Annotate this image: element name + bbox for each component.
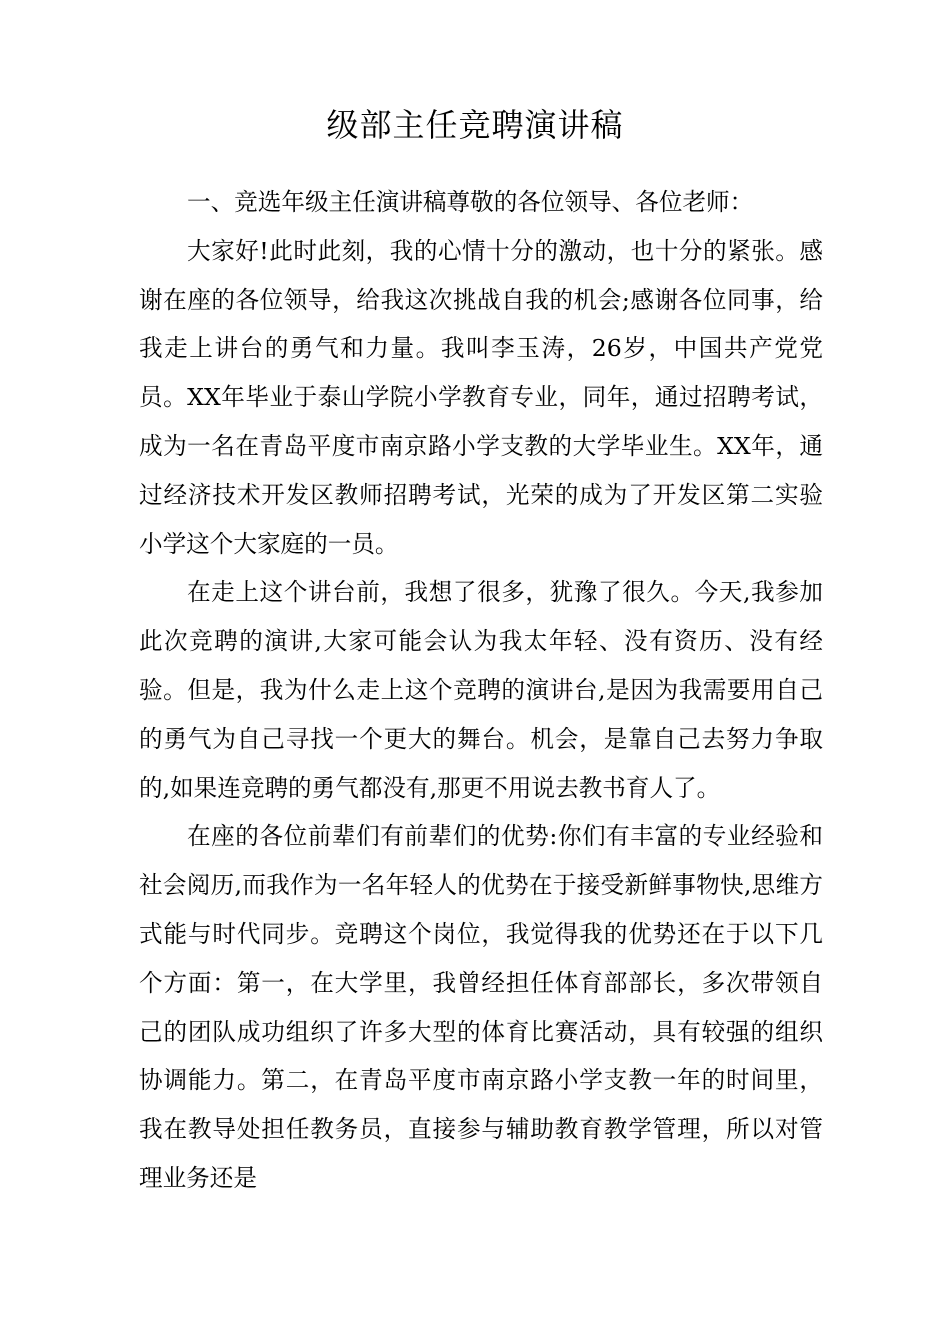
paragraph-motivation: 在走上这个讲台前，我想了很多，犹豫了很久。今天,我参加此次竞聘的演讲,大家可能会认为我太年轻、没有资历、没有经验。但是，我为什么走上这个竞聘的演讲台,是因为我需要用自己的勇气为自己寻找一个更大的舞台。机会，是靠自己去努力争取的,如果连竞聘的勇气都没有,那更不用说去教书育人了。 [139, 578, 823, 802]
paragraph-advantages: 在座的各位前辈们有前辈们的优势:你们有丰富的专业经验和社会阅历,而我作为一名年轻人的优势在于接受新鲜事物快,思维方式能与时代同步。竞聘这个岗位，我觉得我的优势还在于以下几个方面：第一，在大学里，我曾经担任体育部部长，多次带领自己的团队成功组织了许多大型的体育比赛活动，具有较强的组织协调能力。第二，在青岛平度市南京路小学支教一年的时间里，我在教导处担任教务员，直接参与辅助教育教学管理，所以对管理业务还是 [139, 822, 823, 1192]
document-title: 级部主任竞聘演讲稿 [326, 106, 624, 144]
paragraph-self-introduction: 大家好!此时此刻，我的心情十分的激动，也十分的紧张。感谢在座的各位领导，给我这次挑战自我的机会;感谢各位同事，给我走上讲台的勇气和力量。我叫李玉涛，26岁，中国共产党党员。XX年毕业于泰山学院小学教育专业，同年，通过招聘考试，成为一名在青岛平度市南京路小学支教的大学毕业生。XX年，通过经济技术开发区教师招聘考试，光荣的成为了开发区第二实验小学这个大家庭的一员。 [139, 236, 823, 558]
document-body [139, 178, 823, 1203]
paragraph-intro: 一、竞选年级主任演讲稿尊敬的各位领导、各位老师： [187, 188, 754, 216]
